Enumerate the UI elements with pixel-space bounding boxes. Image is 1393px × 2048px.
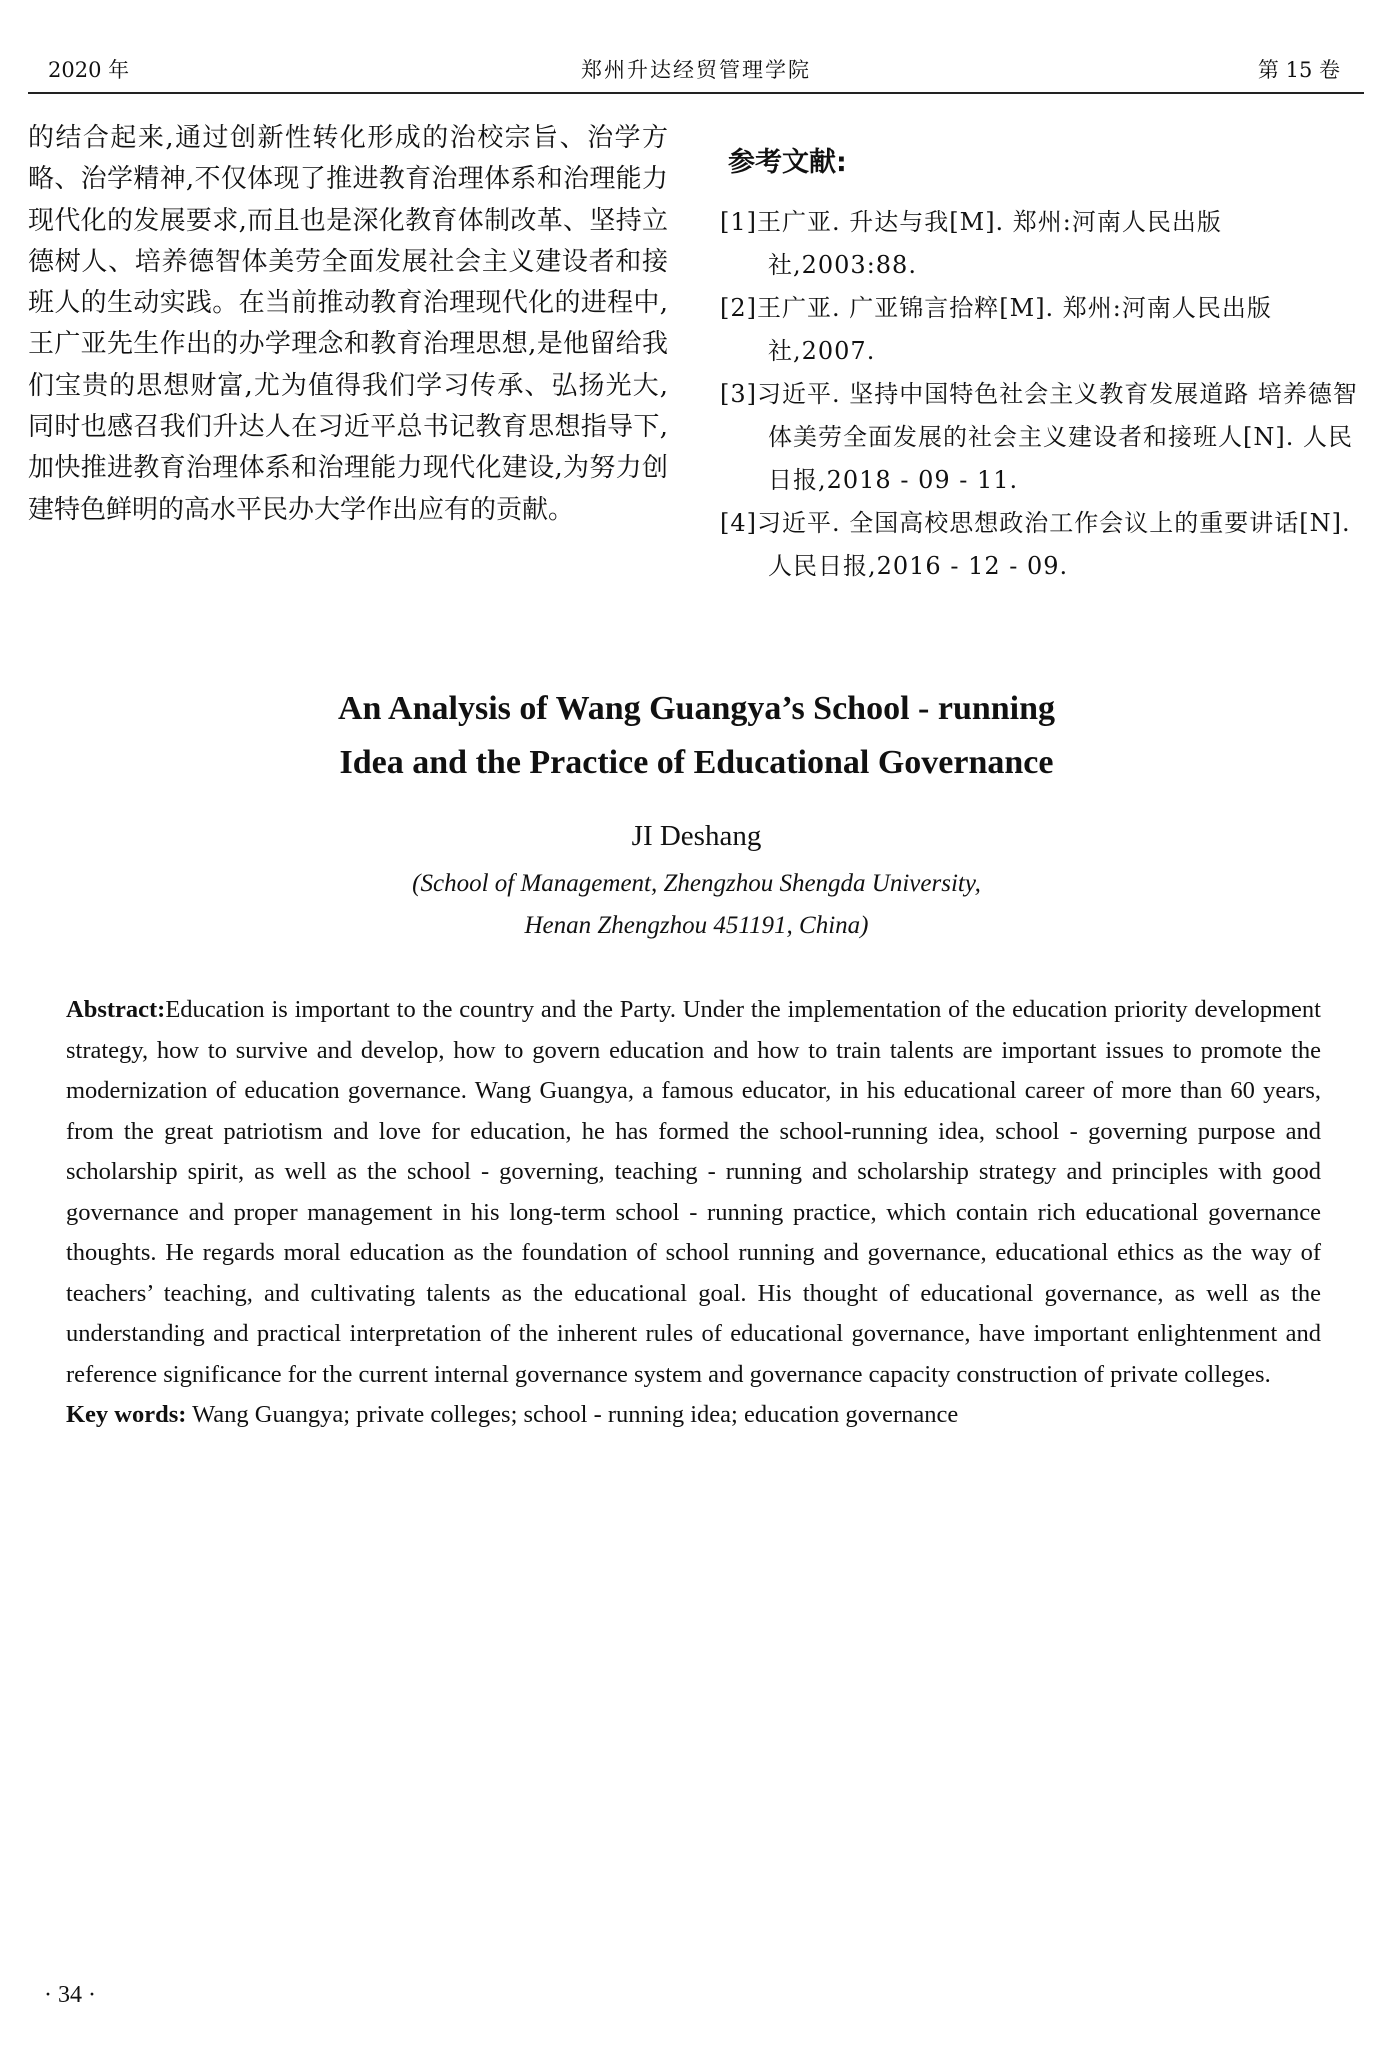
reference-item: [2]王广亚. 广亚锦言拾粹[M]. 郑州:河南人民出版社,2007.: [720, 294, 1272, 365]
keywords-label: Key words:: [66, 1401, 187, 1428]
body-text-left: 的结合起来,通过创新性转化形成的治校宗旨、治学方略、治学精神,不仅体现了推进教育治理体系和治理能力现代化的发展要求,而且也是深化教育体制改革、坚持立德树人、培养德智体美劳全面发展社会主义建设者和接班人的生动实践。在当前推动教育治理现代化的进程中,王广亚先生作出的办学理念和教育治理思想,是他留给我们宝贵的思想财富,尤为值得我们学习传承、弘扬光大,同时也感召我们升达人在习近平总书记教育思想指导下,加快推进教育治理体系和治理能力现代化建设,为努力创建特色鲜明的高水平民办大学作出应有的贡献。: [28, 123, 668, 525]
page-number: · 34 ·: [44, 1982, 96, 2008]
english-title-block: [0, 682, 1393, 947]
reference-item: [1]王广亚. 升达与我[M]. 郑州:河南人民出版社,2003:88.: [720, 208, 1222, 279]
abstract-label: Abstract:: [66, 996, 166, 1023]
affiliation-line1: (School of Management, Zhengzhou Shengda University,: [412, 870, 981, 897]
references-title: 参考文献:: [728, 147, 847, 178]
abstract-section: [66, 990, 1321, 1436]
references-section: [720, 140, 1368, 588]
reference-item: [4]习近平. 全国高校思想政治工作会议上的重要讲话[N]. 人民日报,2016 - 12 - 09.: [720, 509, 1351, 580]
author-name: JI Deshang: [631, 820, 762, 852]
keywords-text: Wang Guangya; private colleges; school - running idea; education governance: [186, 1401, 959, 1428]
english-title-line2: Idea and the Practice of Educational Governance: [339, 744, 1054, 781]
english-title-line1: An Analysis of Wang Guangya’s School - running: [337, 690, 1056, 727]
header-year: 2020 年: [48, 58, 130, 82]
header-volume: 第 15 卷: [1257, 58, 1340, 82]
keywords-paragraph: [66, 1395, 1321, 1436]
abstract-text: Education is important to the country and the Party. Under the implementation of the education priority development strategy, how to survive and develop, how to govern education and how to train talents are important issues to promote the modernization of education governance. Wang Guangya, a famous educator, in his educational career of more than 60 years, from the great patriotism and love for education, he has formed the school-running idea, school - governing purpose and scholarship spirit, as well as the school - governing, teaching - running and scholarship strategy and principles with good governance and proper management in his long-term school - running practice, which contain rich educational governance thoughts. He regards moral education as the foundation of school running and governance, educational ethics as the way of teachers’ teaching, and cultivating talents as the educational goal. His thought of educational governance, as well as the understanding and practical interpretation of the inherent rules of educational governance, have important enlightenment and reference significance for the current internal governance system and governance capacity construction of private colleges.: [66, 996, 1321, 1388]
reference-item: [3]习近平. 坚持中国特色社会主义教育发展道路 培养德智体美劳全面发展的社会主义建设者和接班人[N]. 人民日报,2018 - 09 - 11.: [720, 380, 1358, 494]
affiliation-line2: Henan Zhengzhou 451191, China): [524, 912, 869, 939]
page-header: [28, 50, 1364, 94]
abstract-paragraph: [66, 990, 1321, 1395]
header-journal: 郑州升达经贸管理学院: [581, 58, 811, 82]
